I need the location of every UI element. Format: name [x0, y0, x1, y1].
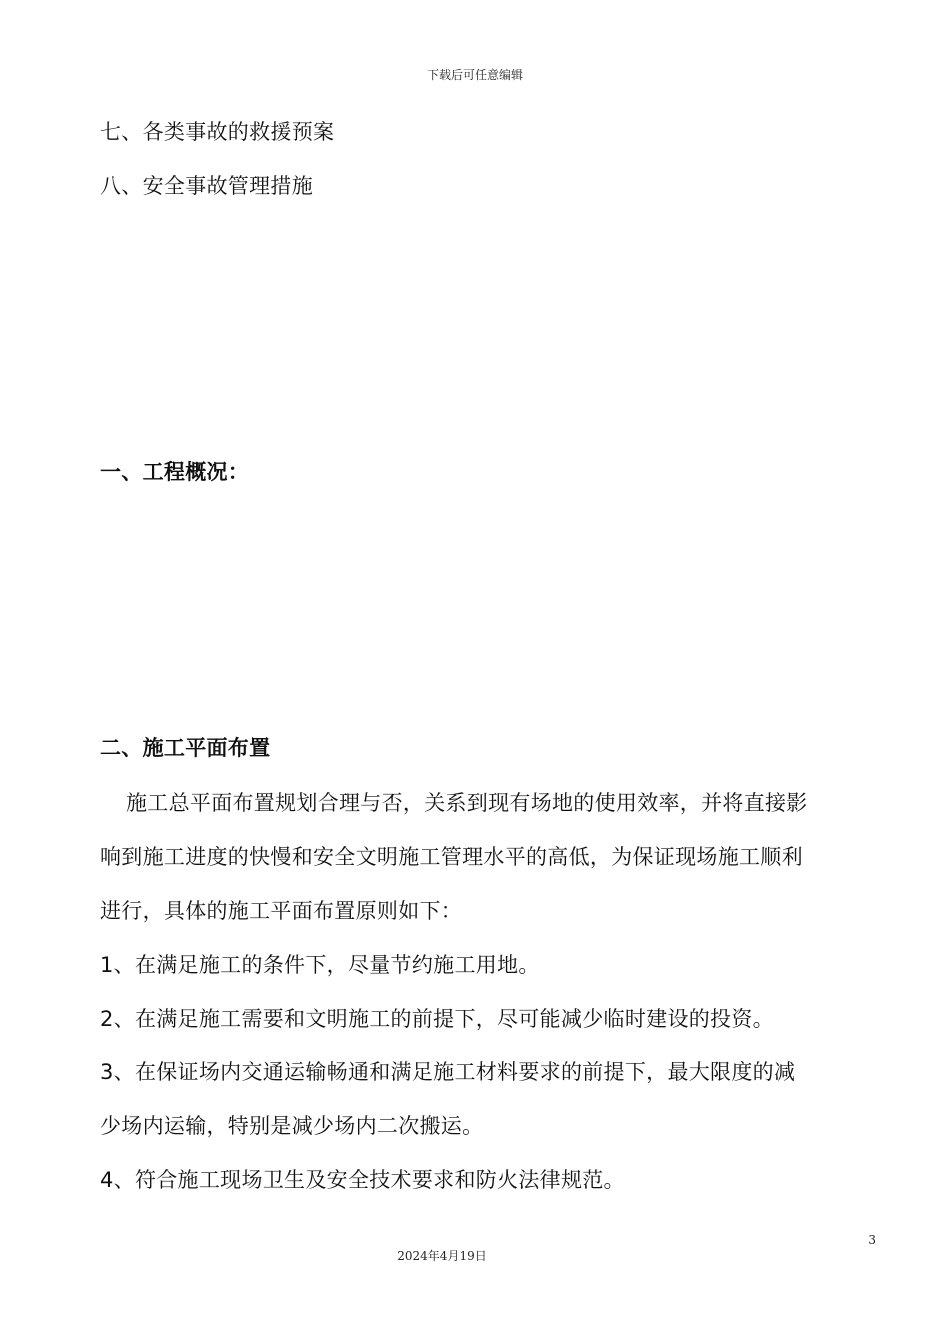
toc-item-7: 七、各类事故的救援预案 [100, 120, 335, 144]
page-header: 下载后可任意编辑 [426, 68, 523, 82]
list-item-3: 3、在保证场内交通运输畅通和满足施工材料要求的前提下，最大限度的减 [100, 1060, 796, 1084]
section-2-heading: 二、施工平面布置 [100, 736, 271, 760]
paragraph-line-3: 进行，具体的施工平面布置原则如下： [100, 899, 463, 923]
section-1-heading: 一、工程概况： [100, 460, 250, 484]
list-item-4: 4、符合施工现场卫生及安全技术要求和防火法律规范。 [100, 1168, 625, 1192]
toc-item-8: 八、安全事故管理措施 [100, 174, 313, 198]
page-number: 3 [868, 1233, 876, 1247]
paragraph-line-2: 响到施工进度的快慢和安全文明施工管理水平的高低，为保证现场施工顺利 [100, 845, 803, 869]
list-item-1: 1、在满足施工的条件下，尽量节约施工用地。 [100, 953, 540, 977]
footer-date: 2024年4月19日 [397, 1249, 487, 1263]
paragraph-line-1: 施工总平面布置规划合理与否，关系到现有场地的使用效率，并将直接影 [126, 791, 808, 815]
list-item-2: 2、在满足施工需要和文明施工的前提下，尽可能减少临时建设的投资。 [100, 1007, 774, 1031]
list-item-3-continued: 少场内运输，特别是减少场内二次搬运。 [100, 1114, 484, 1138]
